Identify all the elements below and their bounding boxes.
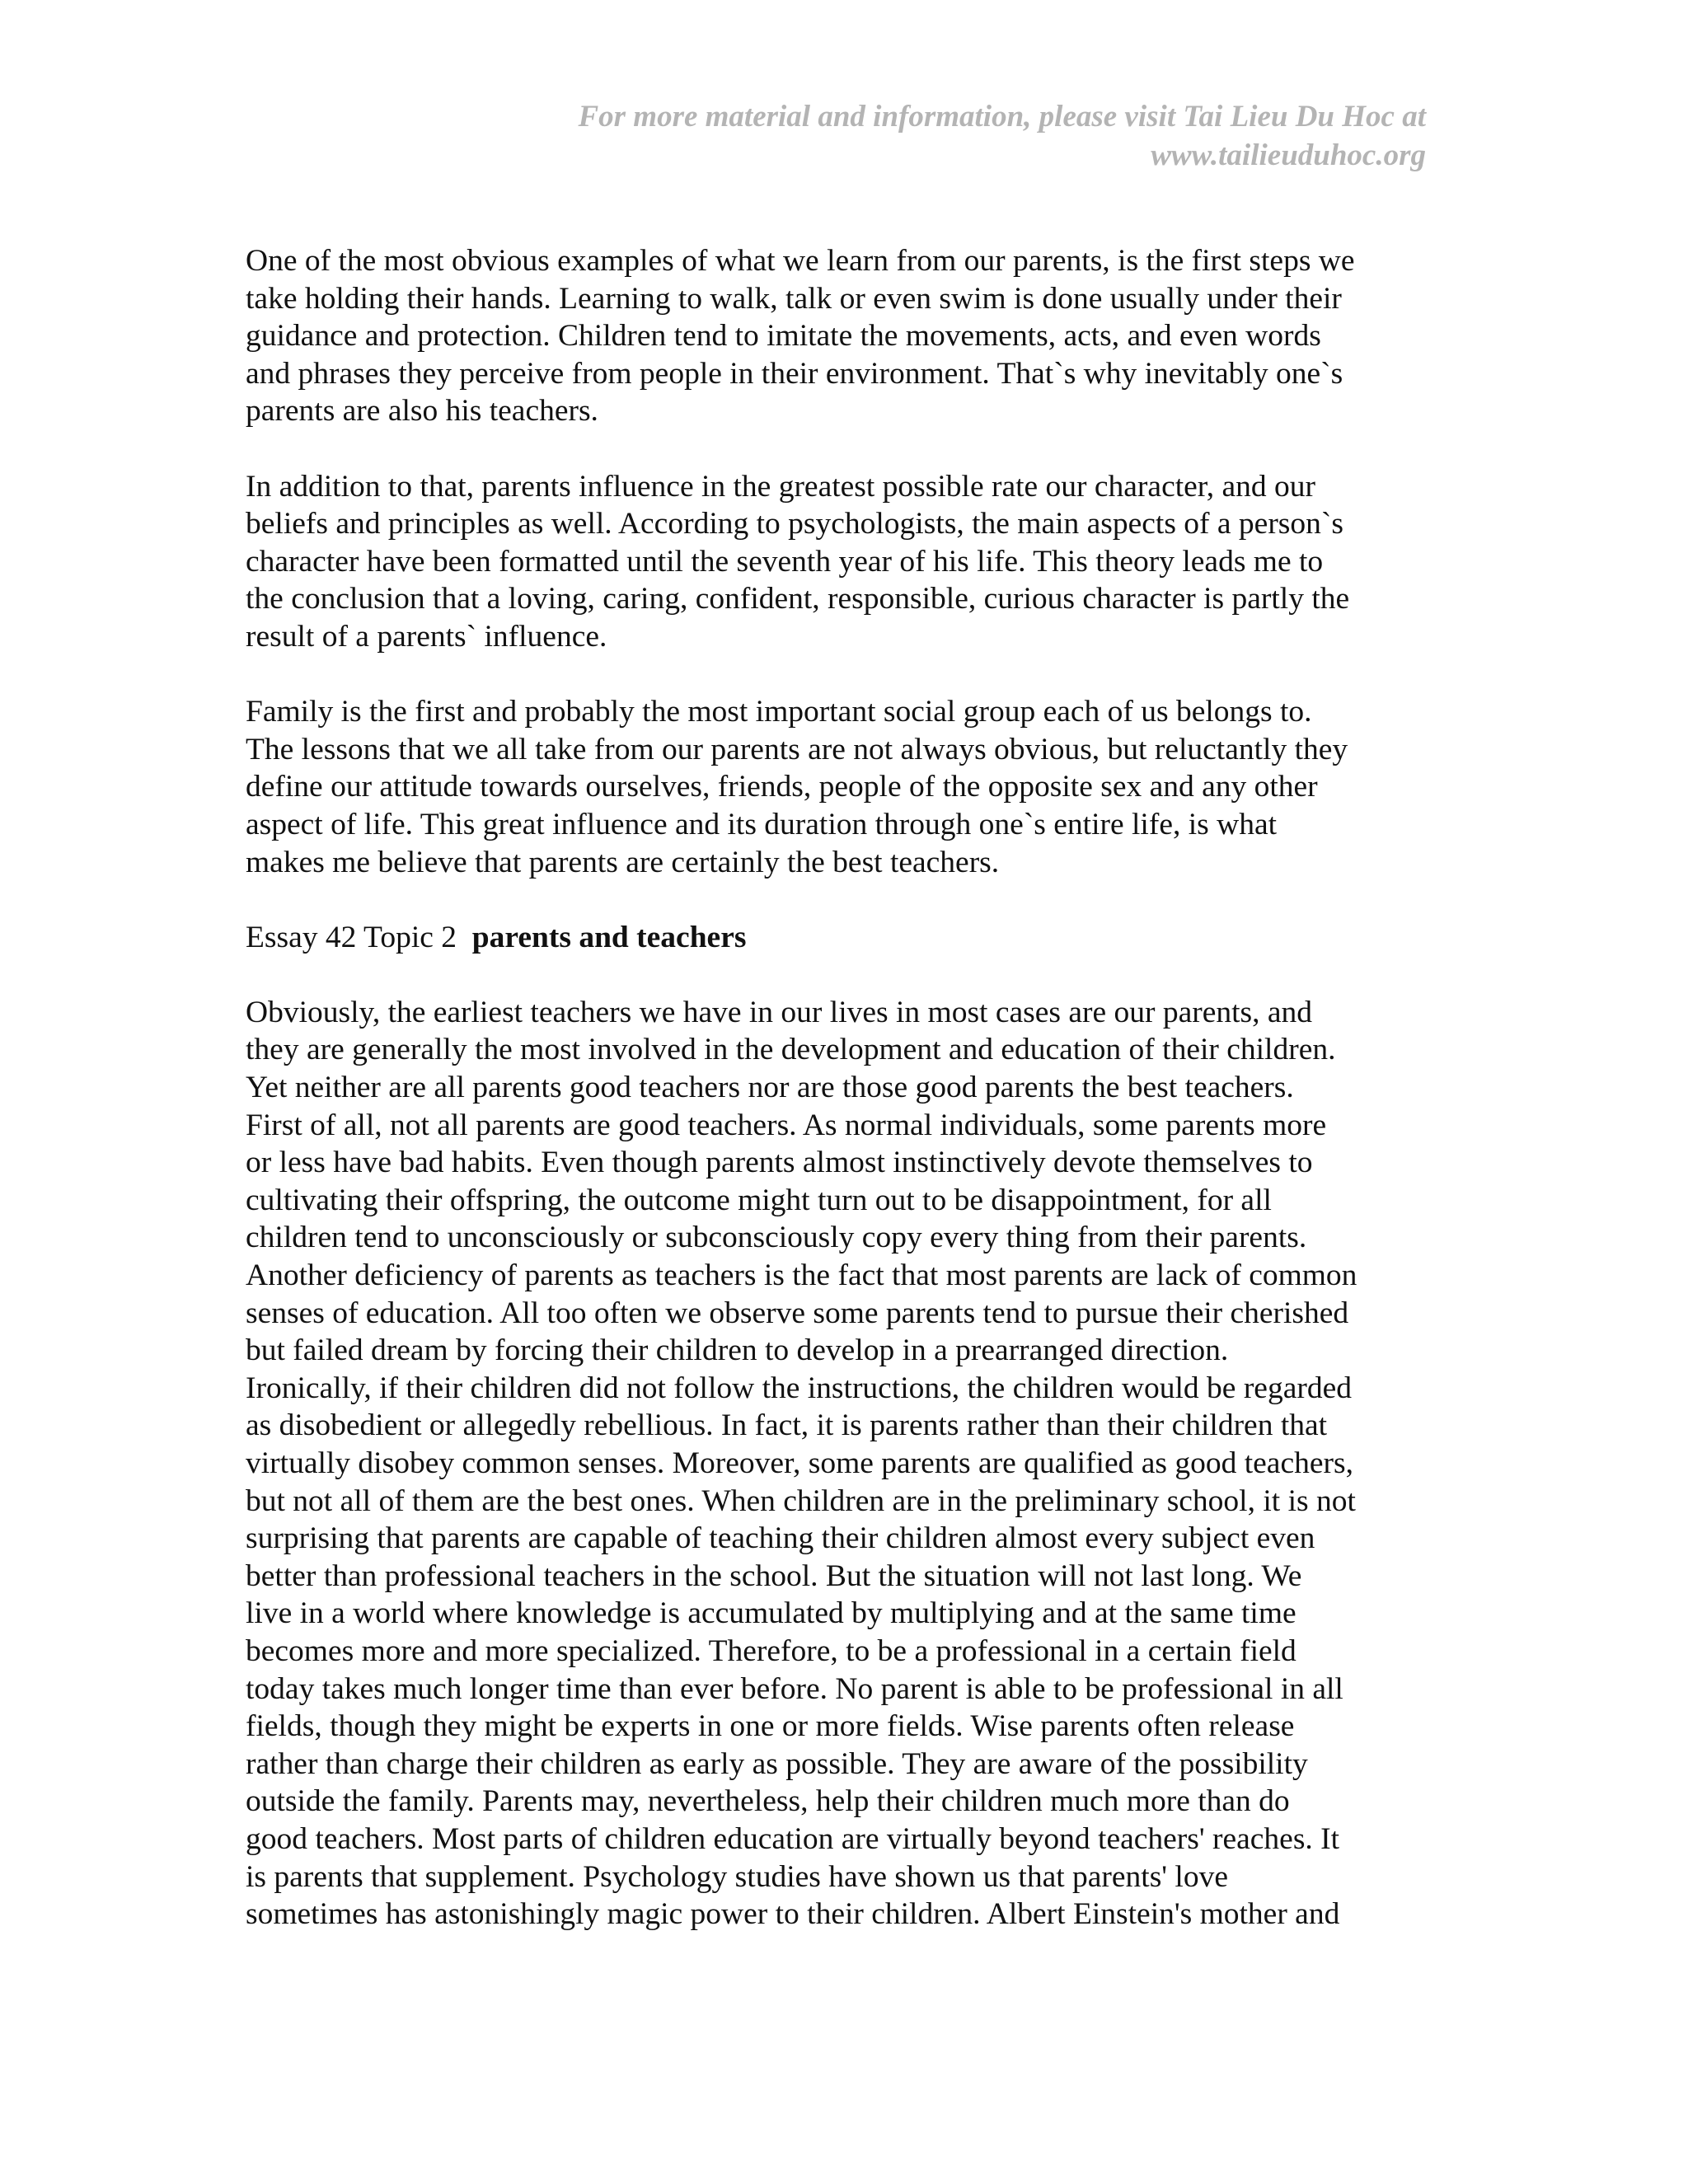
text-line: the conclusion that a loving, caring, confident, responsible, curious character is partly the [246, 582, 1350, 616]
document-body [246, 242, 1441, 1971]
page-header [354, 97, 1426, 175]
paragraph-3 [246, 693, 1441, 881]
text-line: Another deficiency of parents as teachers is the fact that most parents are lack of common [246, 1258, 1357, 1293]
text-line: cultivating their offspring, the outcome might turn out to be disappointment, for all [246, 1183, 1272, 1217]
essay-label: Essay 42 Topic 2 [246, 920, 457, 954]
paragraph-1 [246, 242, 1441, 430]
text-line: Ironically, if their children did not follow the instructions, the children would be regarded [246, 1371, 1352, 1405]
text-line: as disobedient or allegedly rebellious. In fact, it is parents rather than their children that [246, 1408, 1328, 1443]
text-line: surprising that parents are capable of teaching their children almost every subject even [246, 1521, 1315, 1556]
text-line: rather than charge their children as early as possible. They are aware of the possibility [246, 1746, 1308, 1781]
text-line: makes me believe that parents are certainly the best teachers. [246, 845, 1000, 879]
text-line: In addition to that, parents influence in the greatest possible rate our character, and our [246, 469, 1316, 504]
text-line: they are generally the most involved in the development and education of their children. [246, 1033, 1336, 1067]
text-line: Obviously, the earliest teachers we have in our lives in most cases are our parents, and [246, 995, 1313, 1029]
text-line: better than professional teachers in the school. But the situation will not last long. We [246, 1558, 1302, 1593]
header-line-1: For more material and information, please visit Tai Lieu Du Hoc at [578, 100, 1426, 134]
text-line: is parents that supplement. Psychology studies have shown us that parents' love [246, 1859, 1228, 1894]
text-line: but failed dream by forcing their children to develop in a prearranged direction. [246, 1333, 1229, 1368]
text-line: result of a parents` influence. [246, 619, 607, 654]
text-line: today takes much longer time than ever before. No parent is able to be professional in all [246, 1671, 1343, 1706]
text-line: aspect of life. This great influence and its duration through one`s entire life, is what [246, 807, 1278, 841]
text-line: parents are also his teachers. [246, 394, 598, 429]
text-line: or less have bad habits. Even though parents almost instinctively devote themselves to [246, 1146, 1313, 1180]
text-line: and phrases they perceive from people in their environment. That`s why inevitably one`s [246, 356, 1343, 391]
text-line: fields, though they might be experts in one or more fields. Wise parents often release [246, 1709, 1295, 1744]
text-line: First of all, not all parents are good teachers. As normal individuals, some parents more [246, 1108, 1327, 1142]
text-line: Family is the first and probably the most important social group each of us belongs to. [246, 695, 1312, 729]
essay-paragraph [246, 994, 1441, 1933]
text-line: outside the family. Parents may, nevertheless, help their children much more than do [246, 1784, 1290, 1819]
essay-title: parents and teachers [471, 920, 747, 954]
text-line: The lessons that we all take from our parents are not always obvious, but reluctantly they [246, 732, 1348, 766]
text-line: take holding their hands. Learning to walk, talk or even swim is done usually under their [246, 281, 1342, 316]
text-line: becomes more and more specialized. Therefore, to be a professional in a certain field [246, 1633, 1296, 1668]
text-line: One of the most obvious examples of what we learn from our parents, is the first steps we [246, 244, 1355, 278]
paragraph-2 [246, 468, 1441, 656]
text-line: guidance and protection. Children tend to imitate the movements, acts, and even words [246, 319, 1321, 354]
text-line: live in a world where knowledge is accumulated by multiplying and at the same time [246, 1596, 1296, 1631]
text-line: senses of education. All too often we observe some parents tend to pursue their cherished [246, 1296, 1349, 1330]
text-line: sometimes has astonishingly magic power to their children. Albert Einstein's mother and [246, 1897, 1340, 1932]
text-line: virtually disobey common senses. Moreover, some parents are qualified as good teachers, [246, 1446, 1353, 1480]
text-line: children tend to unconsciously or subconsciously copy every thing from their parents. [246, 1221, 1307, 1255]
text-line: define our attitude towards ourselves, friends, people of the opposite sex and any other [246, 770, 1318, 804]
text-line: good teachers. Most parts of children education are virtually beyond teachers' reaches. It [246, 1821, 1340, 1856]
text-line: beliefs and principles as well. According to psychologists, the main aspects of a person`s [246, 507, 1343, 541]
text-line: Yet neither are all parents good teachers nor are those good parents the best teachers. [246, 1071, 1294, 1105]
text-line: but not all of them are the best ones. When children are in the preliminary school, it is not [246, 1483, 1356, 1518]
text-line: character have been formatted until the seventh year of his life. This theory leads me to [246, 544, 1324, 579]
essay-heading [246, 919, 1441, 957]
header-line-2: www.tailieuduhoc.org [1151, 138, 1426, 172]
